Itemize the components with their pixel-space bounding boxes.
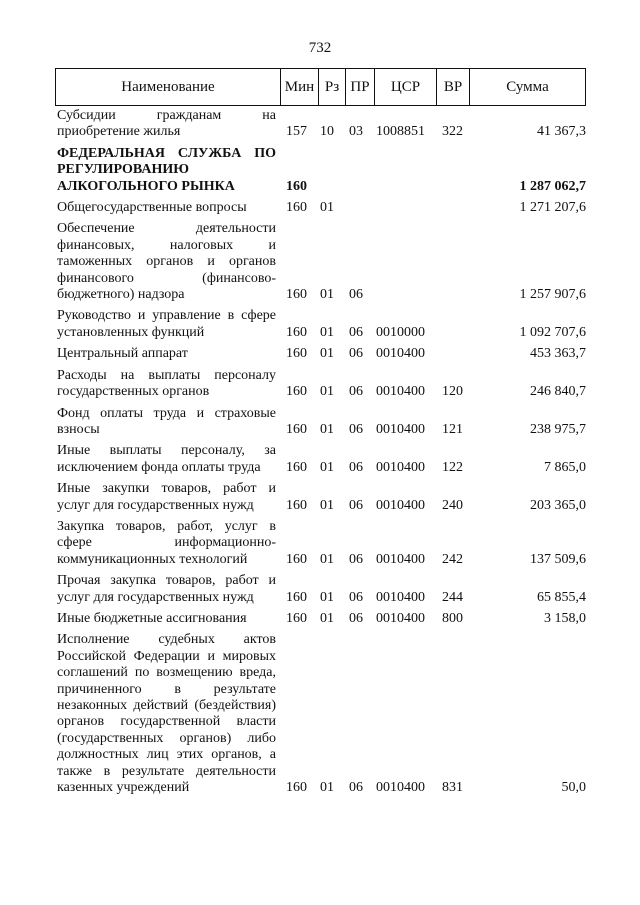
table-row <box>55 481 586 514</box>
table-row <box>55 519 586 568</box>
header-name: Наименование <box>55 69 280 105</box>
cell-rz: 01 <box>320 551 334 567</box>
cell-sum: 453 363,7 <box>530 346 586 362</box>
cell-min: 160 <box>286 178 307 194</box>
header-pr: ПР <box>345 69 374 105</box>
cell-name: Иные выплаты персоналу, за исключением фонда оплаты труда <box>57 443 276 475</box>
cell-vr: 322 <box>442 124 463 140</box>
cell-name: Иные бюджетные ассигнования <box>57 610 247 626</box>
cell-sum: 3 158,0 <box>544 610 586 626</box>
table-row <box>55 221 586 303</box>
cell-sum: 65 855,4 <box>537 589 586 605</box>
cell-csr: 0010400 <box>376 497 425 513</box>
cell-sum: 7 865,0 <box>544 459 586 475</box>
header-rz: Рз <box>318 69 345 105</box>
table-body <box>55 108 586 801</box>
cell-csr: 0010400 <box>376 459 425 475</box>
header-sum: Сумма <box>469 69 586 105</box>
cell-sum: 1 271 207,6 <box>519 200 586 216</box>
cell-csr: 0010400 <box>376 589 425 605</box>
cell-pr: 06 <box>349 384 363 400</box>
header-min: Мин <box>280 69 318 105</box>
cell-csr: 0010400 <box>376 384 425 400</box>
cell-min: 160 <box>286 780 307 796</box>
cell-pr: 06 <box>349 497 363 513</box>
cell-min: 160 <box>286 324 307 340</box>
cell-name: Расходы на выплаты персоналу государственных органов <box>57 367 276 400</box>
cell-min: 157 <box>286 124 307 140</box>
cell-min: 160 <box>286 589 307 605</box>
table-row <box>55 368 586 401</box>
cell-pr: 06 <box>349 780 363 796</box>
cell-name: Прочая закупка товаров, работ и услуг для государственных нужд <box>57 573 276 605</box>
cell-sum: 50,0 <box>561 780 586 796</box>
table-row <box>55 611 586 627</box>
cell-vr: 121 <box>442 421 463 437</box>
table-row <box>55 406 586 439</box>
cell-vr: 120 <box>442 384 463 400</box>
cell-pr: 06 <box>349 459 363 475</box>
table-row <box>55 573 586 606</box>
cell-min: 160 <box>286 200 307 216</box>
cell-rz: 01 <box>320 200 334 216</box>
cell-name: Закупка товаров, работ, услуг в сфере информационно-коммуникационных технологий <box>57 518 276 567</box>
cell-name: ФЕДЕРАЛЬНАЯ СЛУЖБА ПО РЕГУЛИРОВАНИЮ АЛКОГОЛЬНОГО РЫНКА <box>57 145 276 194</box>
cell-vr: 800 <box>442 610 463 626</box>
header-csr: ЦСР <box>374 69 436 105</box>
cell-pr: 06 <box>349 324 363 340</box>
cell-vr: 242 <box>442 551 463 567</box>
cell-min: 160 <box>286 497 307 513</box>
table-row <box>55 200 586 216</box>
cell-vr: 240 <box>442 497 463 513</box>
cell-name: Руководство и управление в сфере установленных функций <box>57 308 276 340</box>
cell-min: 160 <box>286 551 307 567</box>
cell-csr: 0010400 <box>376 610 425 626</box>
cell-name: Общегосударственные вопросы <box>57 200 247 216</box>
table-row <box>55 632 586 796</box>
cell-rz: 01 <box>320 346 334 362</box>
cell-csr: 0010400 <box>376 551 425 567</box>
cell-csr: 0010400 <box>376 346 425 362</box>
cell-rz: 01 <box>320 497 334 513</box>
cell-sum: 203 365,0 <box>530 497 586 513</box>
cell-name: Иные закупки товаров, работ и услуг для государственных нужд <box>57 481 276 513</box>
cell-vr: 244 <box>442 589 463 605</box>
table-row <box>55 146 586 195</box>
cell-min: 160 <box>286 287 307 303</box>
header-vr: ВР <box>436 69 469 105</box>
cell-min: 160 <box>286 610 307 626</box>
cell-rz: 01 <box>320 324 334 340</box>
cell-sum: 1 257 907,6 <box>519 287 586 303</box>
cell-name: Исполнение судебных актов Российской Федерации и мировых соглашений по возмещению вреда, причиненного в результате незаконных действий (бездействия) органов государственной власти (государственных органов) либо должностных лиц этих органов, а также в результате деятельности казенных учреждений <box>57 632 276 796</box>
cell-name: Обеспечение деятельности финансовых, налоговых и таможенных органов и органов финансового (финансово-бюджетного) надзора <box>57 221 276 303</box>
cell-csr: 1008851 <box>376 124 425 140</box>
cell-rz: 10 <box>320 124 334 140</box>
cell-sum: 246 840,7 <box>530 384 586 400</box>
cell-pr: 06 <box>349 610 363 626</box>
cell-name: Субсидии гражданам на приобретение жилья <box>57 108 276 140</box>
cell-pr: 06 <box>349 346 363 362</box>
cell-csr: 0010400 <box>376 780 425 796</box>
cell-min: 160 <box>286 384 307 400</box>
cell-csr: 0010000 <box>376 324 425 340</box>
table-row <box>55 108 586 141</box>
cell-pr: 06 <box>349 551 363 567</box>
page-number: 732 <box>308 40 332 56</box>
cell-sum: 1 287 062,7 <box>519 178 586 194</box>
cell-pr: 03 <box>349 124 363 140</box>
cell-rz: 01 <box>320 421 334 437</box>
cell-rz: 01 <box>320 610 334 626</box>
table-row <box>55 346 586 362</box>
cell-min: 160 <box>286 346 307 362</box>
cell-rz: 01 <box>320 589 334 605</box>
cell-sum: 238 975,7 <box>530 421 586 437</box>
cell-pr: 06 <box>349 287 363 303</box>
cell-rz: 01 <box>320 287 334 303</box>
cell-pr: 06 <box>349 421 363 437</box>
cell-csr: 0010400 <box>376 421 425 437</box>
cell-name: Центральный аппарат <box>57 346 188 362</box>
cell-rz: 01 <box>320 780 334 796</box>
cell-vr: 831 <box>442 780 463 796</box>
cell-min: 160 <box>286 421 307 437</box>
table-header <box>55 68 586 106</box>
cell-vr: 122 <box>442 459 463 475</box>
cell-min: 160 <box>286 459 307 475</box>
table-row <box>55 308 586 341</box>
table-row <box>55 443 586 476</box>
cell-sum: 41 367,3 <box>537 124 586 140</box>
cell-pr: 06 <box>349 589 363 605</box>
cell-rz: 01 <box>320 384 334 400</box>
cell-rz: 01 <box>320 459 334 475</box>
cell-sum: 137 509,6 <box>530 551 586 567</box>
cell-sum: 1 092 707,6 <box>519 324 586 340</box>
cell-name: Фонд оплаты труда и страховые взносы <box>57 405 276 437</box>
